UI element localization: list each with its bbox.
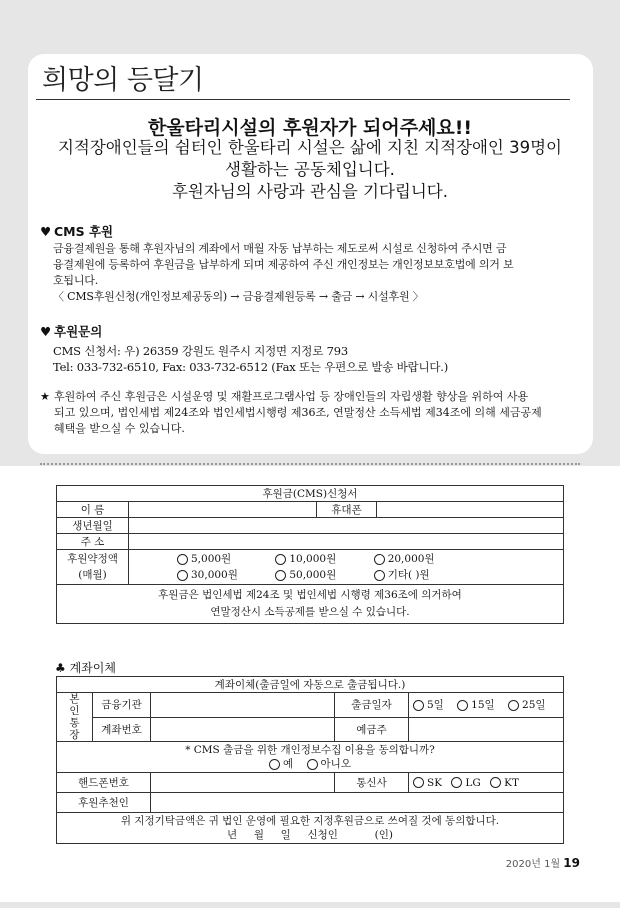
star-icon: ★ (40, 390, 50, 403)
radio-circle-icon (374, 554, 385, 565)
amount-option[interactable] (275, 551, 370, 567)
birth-field[interactable] (129, 518, 564, 534)
bottom-strip (0, 902, 620, 908)
notice-line: 혜택을 받으실 수 있습니다. (54, 422, 185, 435)
amount-option[interactable] (275, 567, 370, 583)
amount-option-label: 5,000원 (191, 553, 232, 565)
amount-option[interactable] (177, 551, 272, 567)
club-icon: ♣ (55, 661, 66, 675)
referrer-label: 후원추천인 (57, 793, 151, 813)
tax-notice (40, 389, 585, 437)
hero-line: 생활하는 공동체입니다. (225, 160, 395, 179)
radio-circle-icon (275, 570, 286, 581)
hero-headline: 한울타리시설의 후원자가 되어주세요!! (147, 117, 473, 139)
bank-field[interactable] (151, 693, 335, 718)
transfer-heading-label: 계좌이체 (69, 661, 116, 675)
date-option[interactable] (413, 699, 444, 711)
hero-line: 지적장애인들의 쉼터인 한울타리 시설은 삶에 지친 지적장애인 39명이 (57, 138, 562, 157)
carrier-label: 통신사 (335, 773, 409, 793)
consent-yes-label: 예 (283, 758, 294, 770)
notice-line: 되고 있으며, 법인세법 제24조와 법인세법시행령 제36조, 연말정산 소득세법 제34조에 의해 세금공제 (54, 406, 542, 419)
carrier-option-label: LG (465, 776, 481, 789)
footer-date: 2020년 1월 (505, 859, 561, 870)
date-option-label: 25일 (522, 699, 546, 712)
holder-label: 예금주 (335, 717, 409, 742)
carrier-option-label: SK (427, 776, 443, 789)
account-label: 계좌번호 (93, 717, 151, 742)
form-footer-note (57, 585, 564, 624)
radio-circle-icon (457, 700, 468, 711)
carrier-option[interactable] (413, 777, 442, 789)
consent-no-label: 아니오 (320, 758, 351, 770)
page-title: 희망의 등달기 (42, 65, 204, 96)
dotted-divider (40, 463, 580, 465)
consent-question: * CMS 출금을 위한 개인정보수집 이용을 동의합니까? (185, 744, 435, 756)
cms-line: 금융결제원을 통해 후원자님의 계좌에서 매월 자동 납부하는 제도로써 시설로 신청하여 주시면 금 (53, 242, 507, 255)
amount-option-label: 기타( )원 (387, 569, 430, 581)
form-title: 후원금(CMS)신청서 (57, 486, 564, 502)
inquiry-heading (40, 322, 102, 340)
date-option-label: 5일 (427, 699, 444, 712)
cms-line: 호됩니다. (53, 274, 99, 287)
sign-line: 년 월 일 신청인 (인) (227, 829, 393, 841)
holder-field[interactable] (409, 717, 564, 742)
radio-circle-icon (374, 570, 385, 581)
radio-circle-icon (413, 777, 424, 788)
radio-circle-icon (413, 700, 424, 711)
bank-transfer-form (56, 676, 564, 844)
radio-circle-icon (451, 777, 462, 788)
amount-options (129, 550, 564, 585)
radio-circle-icon (269, 759, 280, 770)
agree-text: 위 지정기탁금액은 귀 법인 운영에 필요한 지정후원금으로 쓰여질 것에 동의합니다. (120, 815, 500, 827)
heart-icon: ♥ (40, 324, 52, 339)
radio-circle-icon (275, 554, 286, 565)
amount-label-line: (매월) (78, 569, 107, 581)
consent-yes[interactable] (269, 758, 293, 770)
address-label: 주 소 (57, 534, 129, 550)
phone-label: 휴대폰 (317, 502, 377, 518)
radio-circle-icon (177, 554, 188, 565)
mobile-field[interactable] (151, 773, 335, 793)
carrier-option-label: KT (504, 776, 519, 789)
transfer-heading (55, 659, 116, 676)
transfer-title: 계좌이체(출금일에 자동으로 출금됩니다.) (57, 677, 564, 693)
radio-circle-icon (307, 759, 318, 770)
radio-circle-icon (177, 570, 188, 581)
address-field[interactable] (129, 534, 564, 550)
heart-icon: ♥ (40, 224, 52, 239)
inquiry-body (53, 343, 581, 375)
amount-option[interactable] (374, 567, 469, 583)
amount-option-label: 10,000원 (289, 553, 337, 565)
amount-option-label: 50,000원 (289, 569, 337, 581)
own-account-label: 본인통장 (57, 693, 93, 742)
note-line: 후원금은 법인세법 제24조 및 법인세법 시행령 제36조에 의거하여 (158, 589, 462, 601)
date-options (409, 693, 564, 718)
amount-option[interactable] (374, 551, 469, 567)
name-label: 이 름 (57, 502, 129, 518)
bank-label: 금융기관 (93, 693, 151, 718)
cms-application-form (56, 485, 564, 624)
hero-line: 후원자님의 사랑과 관심을 기다립니다. (171, 182, 448, 201)
page-footer (506, 855, 580, 870)
amount-option[interactable] (177, 567, 272, 583)
page-number: 19 (563, 856, 580, 870)
hero-text (30, 137, 590, 203)
cms-steps: 〈 CMS후원신청(개인정보제공동의) → 금융결제원등록 → 출금 → 시설후원 〉 (53, 290, 424, 303)
date-option[interactable] (457, 699, 495, 711)
date-label: 출금일자 (335, 693, 409, 718)
inquiry-contact: Tel: 033-732-6510, Fax: 033-732-6512 (Fax 또는 우편으로 발송 바랍니다.) (53, 360, 449, 374)
radio-circle-icon (490, 777, 501, 788)
date-option[interactable] (508, 699, 546, 711)
date-option-label: 15일 (471, 699, 495, 712)
cms-heading-label: CMS 후원 (54, 224, 114, 239)
cms-heading (40, 222, 113, 240)
amount-option-label: 30,000원 (191, 569, 238, 581)
referrer-field[interactable] (151, 793, 564, 813)
consent-row (57, 742, 564, 773)
cms-body (53, 241, 581, 305)
phone-field[interactable] (377, 502, 564, 518)
carrier-option[interactable] (490, 777, 519, 789)
consent-no[interactable] (307, 758, 351, 770)
carrier-options (409, 773, 564, 793)
name-field[interactable] (129, 502, 317, 518)
amount-option-label: 20,000원 (387, 553, 435, 565)
notice-line: 후원하여 주신 후원금은 시설운영 및 재활프로그램사업 등 장애인들의 자립생활 향상을 위하여 사용 (54, 390, 529, 403)
carrier-option[interactable] (451, 777, 480, 789)
mobile-label: 핸드폰번호 (57, 773, 151, 793)
agreement-row (57, 813, 564, 844)
note-line: 연말정산시 소득공제를 받으실 수 있습니다. (210, 606, 410, 618)
cms-line: 융결제원에 등록하여 후원금을 납부하게 되며 제공하여 주신 개인정보는 개인정보보호법에 의거 보 (53, 258, 514, 271)
title-divider (36, 99, 570, 100)
account-field[interactable] (151, 717, 335, 742)
inquiry-heading-label: 후원문의 (54, 324, 103, 339)
birth-label: 생년월일 (57, 518, 129, 534)
radio-circle-icon (508, 700, 519, 711)
amount-label-line: 후원약정액 (67, 553, 118, 565)
amount-label (57, 550, 129, 585)
inquiry-address: CMS 신청서: 우) 26359 강원도 원주시 지정면 지정로 793 (53, 344, 348, 358)
